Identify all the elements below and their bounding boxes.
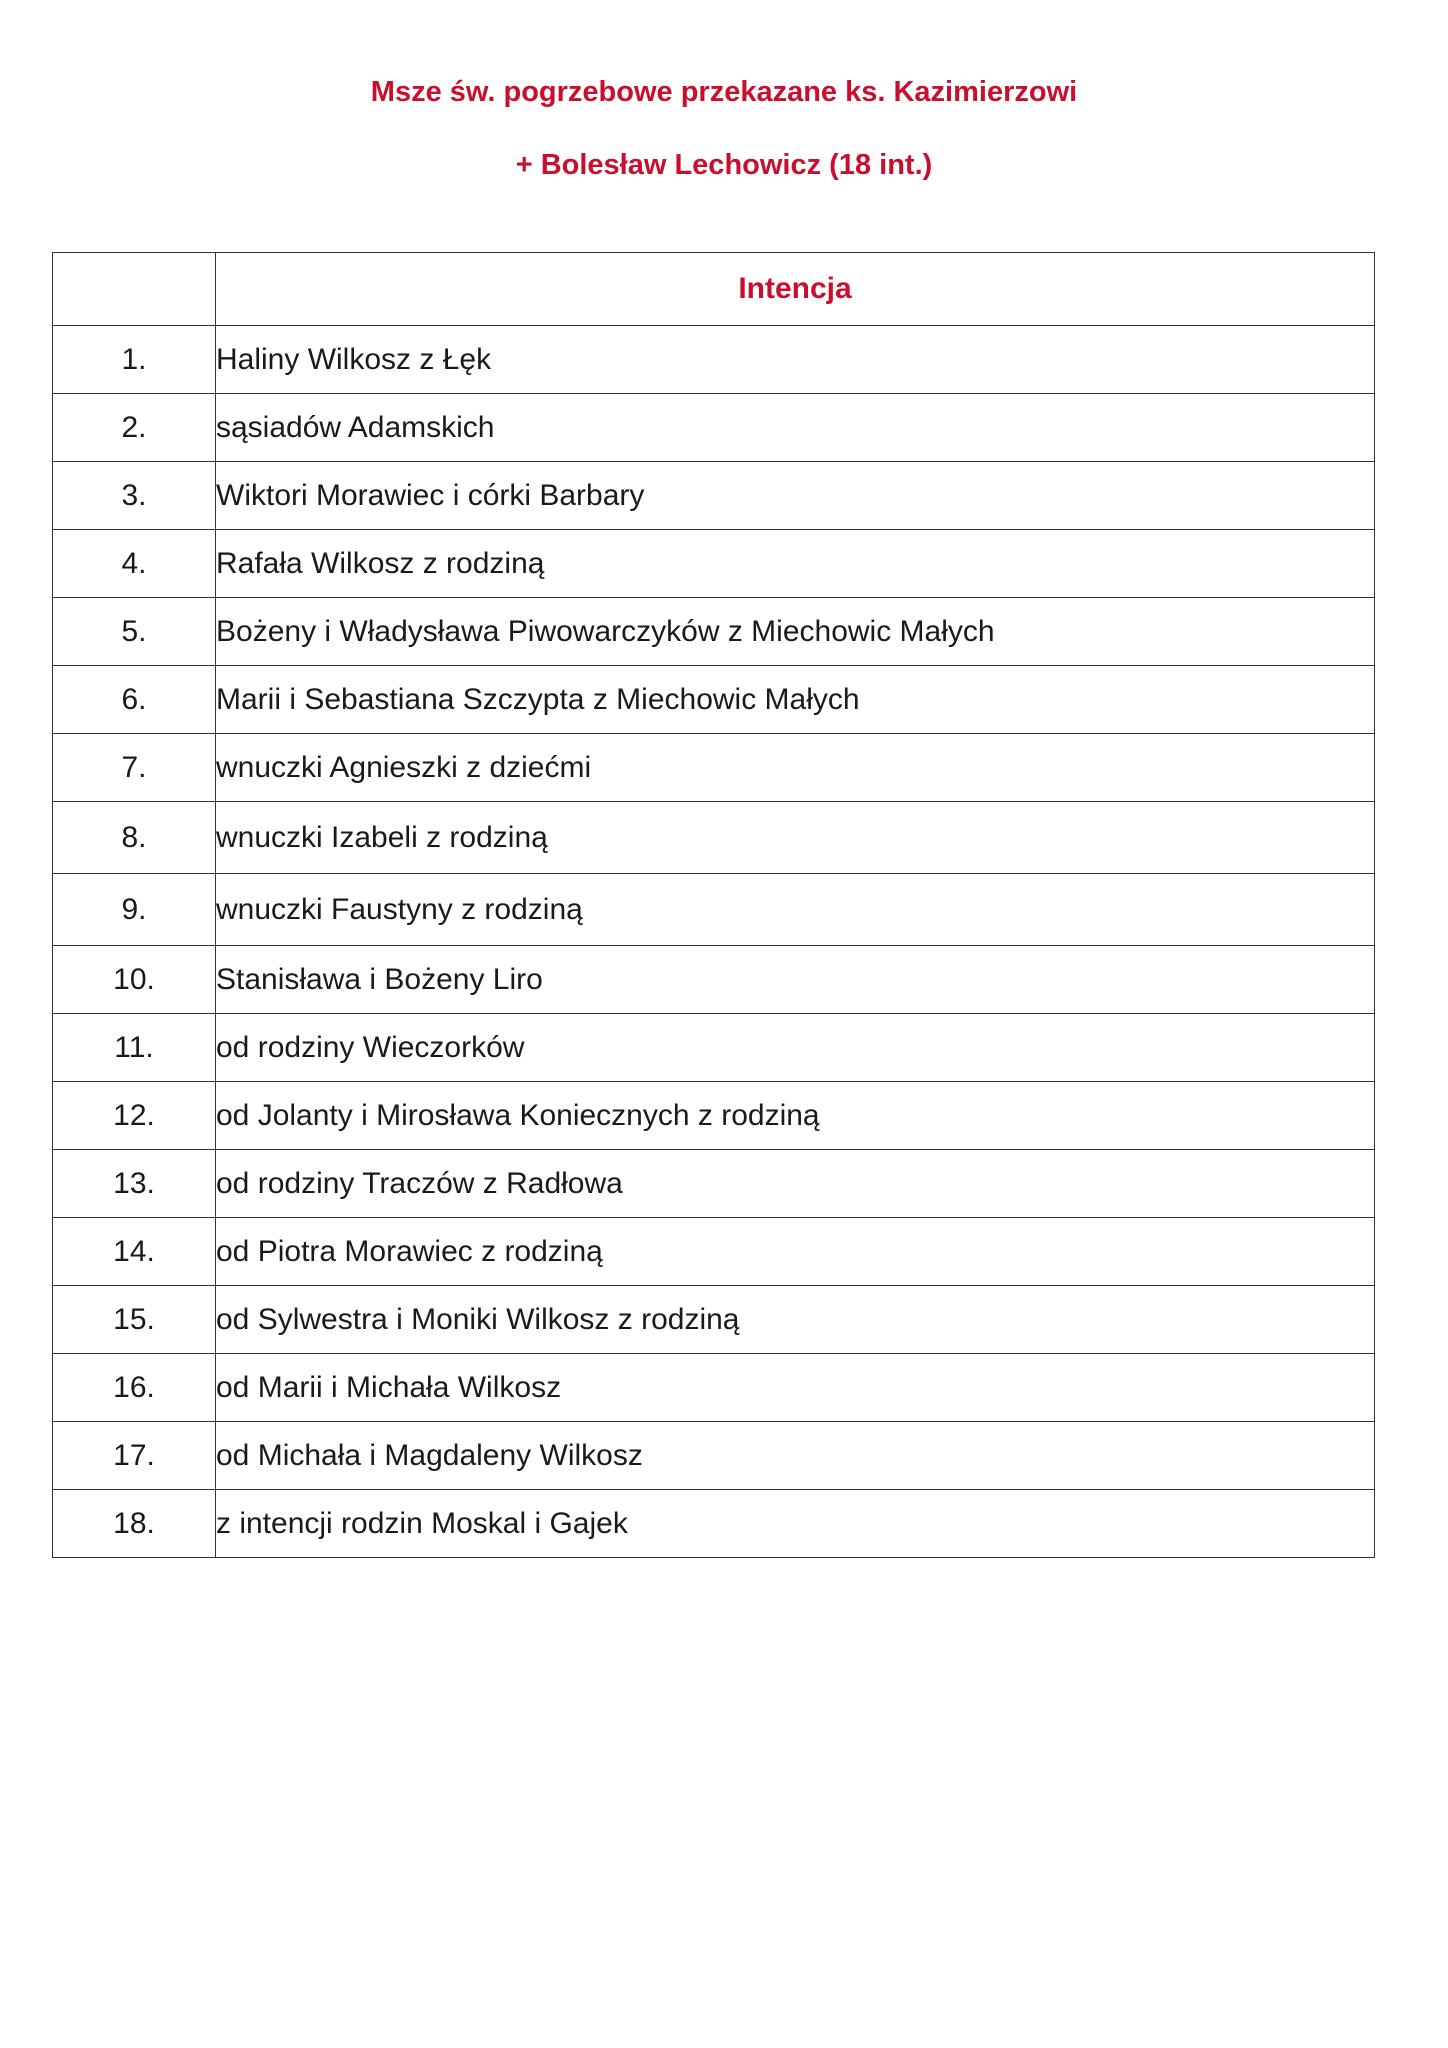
header-intention-cell: Intencja — [216, 253, 1375, 326]
row-number: 2. — [53, 394, 216, 462]
intentions-table — [52, 252, 1375, 1558]
row-intention: sąsiadów Adamskich — [216, 394, 1375, 462]
row-number: 10. — [53, 946, 216, 1014]
row-intention: od Jolanty i Mirosława Koniecznych z rodziną — [216, 1082, 1375, 1150]
row-intention: od rodziny Traczów z Radłowa — [216, 1150, 1375, 1218]
page-title: Msze św. pogrzebowe przekazane ks. Kazimierzowi — [370, 76, 1078, 108]
table-header-row — [53, 253, 1375, 326]
row-intention: od rodziny Wieczorków — [216, 1014, 1375, 1082]
table-row — [53, 734, 1375, 802]
table-row — [53, 946, 1375, 1014]
row-number: 5. — [53, 598, 216, 666]
row-number: 3. — [53, 462, 216, 530]
table-row — [53, 802, 1375, 874]
page-subtitle: + Bolesław Lechowicz (18 int.) — [515, 149, 933, 181]
table-row — [53, 394, 1375, 462]
row-number: 6. — [53, 666, 216, 734]
row-number: 12. — [53, 1082, 216, 1150]
table-row — [53, 666, 1375, 734]
row-number: 1. — [53, 326, 216, 394]
row-number: 17. — [53, 1422, 216, 1490]
header-number-cell — [53, 253, 216, 326]
row-intention: Rafała Wilkosz z rodziną — [216, 530, 1375, 598]
table-row — [53, 1286, 1375, 1354]
row-intention: z intencji rodzin Moskal i Gajek — [216, 1490, 1375, 1558]
table-row — [53, 1354, 1375, 1422]
row-number: 13. — [53, 1150, 216, 1218]
table-body — [53, 326, 1375, 1558]
table-row — [53, 326, 1375, 394]
row-intention: od Michała i Magdaleny Wilkosz — [216, 1422, 1375, 1490]
row-number: 7. — [53, 734, 216, 802]
row-intention: wnuczki Faustyny z rodziną — [216, 874, 1375, 946]
row-number: 18. — [53, 1490, 216, 1558]
row-number: 4. — [53, 530, 216, 598]
table-row — [53, 1150, 1375, 1218]
row-intention: od Marii i Michała Wilkosz — [216, 1354, 1375, 1422]
row-intention: Bożeny i Władysława Piwowarczyków z Miechowic Małych — [216, 598, 1375, 666]
row-intention: Stanisława i Bożeny Liro — [216, 946, 1375, 1014]
table-row — [53, 1014, 1375, 1082]
row-intention: Haliny Wilkosz z Łęk — [216, 326, 1375, 394]
row-intention: od Sylwestra i Moniki Wilkosz z rodziną — [216, 1286, 1375, 1354]
table-row — [53, 598, 1375, 666]
row-intention: wnuczki Izabeli z rodziną — [216, 802, 1375, 874]
table-row — [53, 1082, 1375, 1150]
table-row — [53, 462, 1375, 530]
row-number: 11. — [53, 1014, 216, 1082]
row-number: 8. — [53, 802, 216, 874]
table-row — [53, 874, 1375, 946]
row-number: 16. — [53, 1354, 216, 1422]
table-row — [53, 1218, 1375, 1286]
row-intention: wnuczki Agnieszki z dziećmi — [216, 734, 1375, 802]
table-row — [53, 530, 1375, 598]
row-intention: Marii i Sebastiana Szczypta z Miechowic Małych — [216, 666, 1375, 734]
row-number: 14. — [53, 1218, 216, 1286]
row-number: 15. — [53, 1286, 216, 1354]
table-row — [53, 1422, 1375, 1490]
row-number: 9. — [53, 874, 216, 946]
row-intention: Wiktori Morawiec i córki Barbary — [216, 462, 1375, 530]
table-row — [53, 1490, 1375, 1558]
row-intention: od Piotra Morawiec z rodziną — [216, 1218, 1375, 1286]
